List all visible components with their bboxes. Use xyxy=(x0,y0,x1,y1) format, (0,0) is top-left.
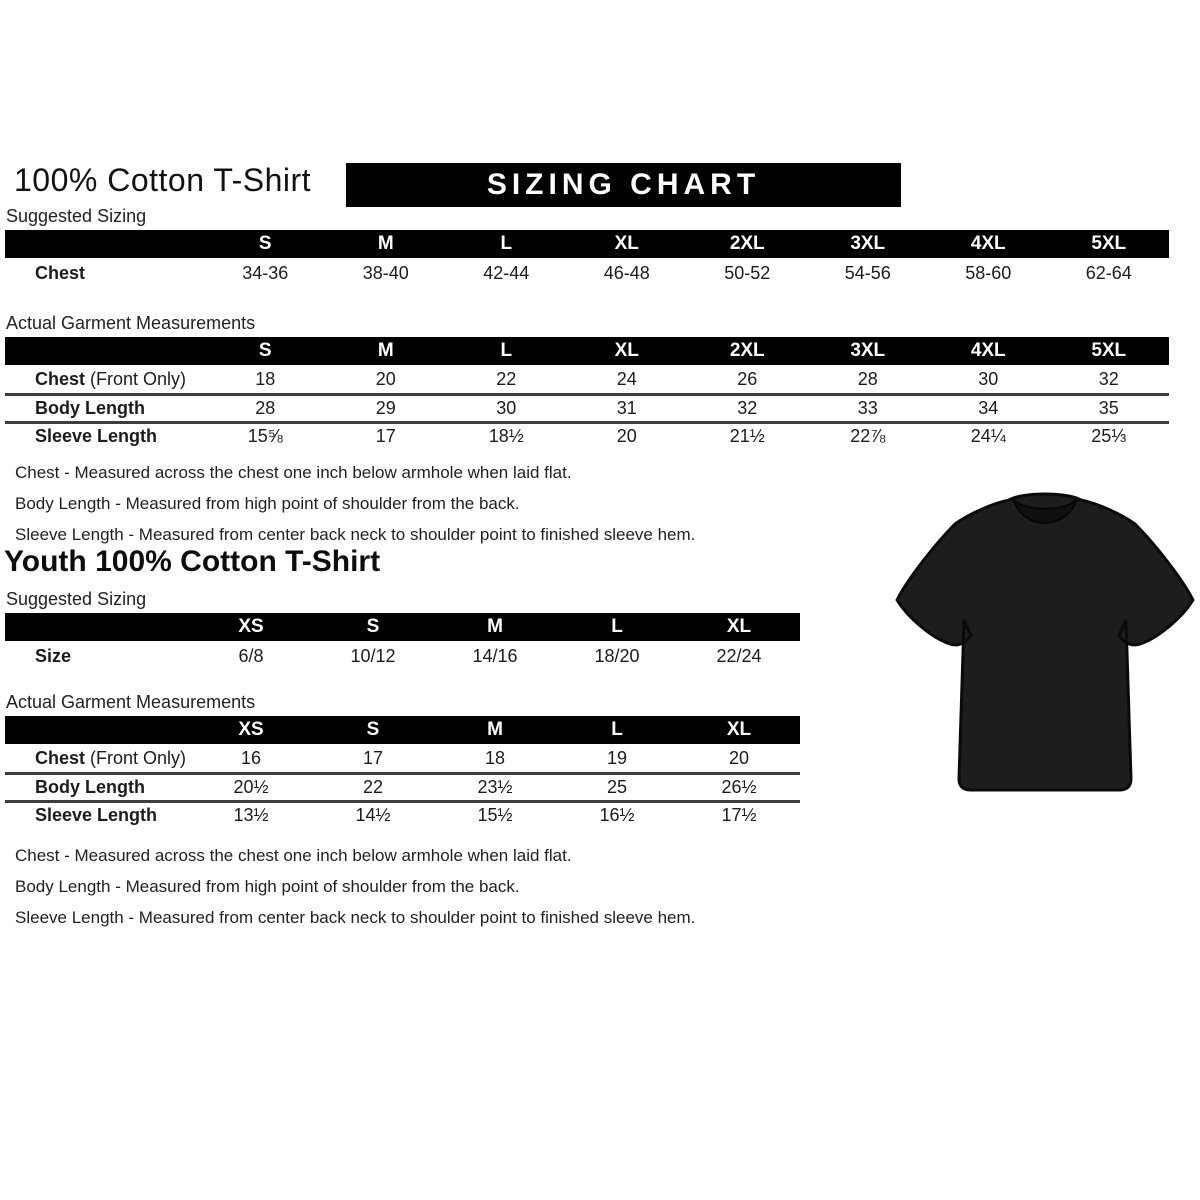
column-header: XL xyxy=(726,616,752,637)
column-header: M xyxy=(487,719,503,740)
table-row xyxy=(5,800,800,828)
column-header: L xyxy=(500,233,513,254)
note-line: Sleeve Length - Measured from center back neck to shoulder point to finished sleeve hem. xyxy=(15,525,696,544)
size-value-cell: 17 xyxy=(375,426,396,446)
youth-suggested-table xyxy=(5,613,800,672)
column-header: XS xyxy=(238,616,264,637)
size-value-cell: 38-40 xyxy=(362,263,409,283)
size-value-cell: 16½ xyxy=(599,805,635,825)
column-header: 2XL xyxy=(729,233,765,254)
column-header: 2XL xyxy=(729,340,765,361)
column-header: XS xyxy=(238,719,264,740)
size-value-cell: 33 xyxy=(857,398,878,418)
size-value-cell: 42-44 xyxy=(483,263,530,283)
column-header: 5XL xyxy=(1091,233,1127,254)
row-label: Body Length xyxy=(35,777,145,797)
size-value-cell: 54-56 xyxy=(844,263,891,283)
tshirt-icon xyxy=(891,484,1197,808)
row-label: Chest (Front Only) xyxy=(35,747,187,768)
size-value-cell: 14½ xyxy=(355,805,391,825)
size-value-cell: 18/20 xyxy=(594,646,640,666)
column-header: M xyxy=(487,616,503,637)
table-row xyxy=(5,258,1169,289)
note-line: Chest - Measured across the chest one inch below armhole when laid flat. xyxy=(15,846,572,865)
size-value-cell: 28 xyxy=(857,368,878,389)
note-line: Chest - Measured across the chest one inch below armhole when laid flat. xyxy=(15,463,572,482)
black-tshirt-image xyxy=(891,484,1197,808)
table-row xyxy=(5,393,1169,421)
size-value-cell: 32 xyxy=(1098,368,1119,389)
youth-actual-label: Actual Garment Measurements xyxy=(6,692,800,719)
table-row xyxy=(5,365,1169,393)
size-value-cell: 34-36 xyxy=(242,263,289,283)
column-header: M xyxy=(377,233,394,254)
size-value-cell: 32 xyxy=(737,398,758,418)
size-value-cell: 23½ xyxy=(477,777,513,797)
size-value-cell: 17 xyxy=(362,747,384,768)
adult-actual-label: Actual Garment Measurements xyxy=(6,313,1169,340)
youth-actual-table xyxy=(5,716,800,828)
row-label: Sleeve Length xyxy=(35,426,158,446)
column-header: 5XL xyxy=(1091,340,1127,361)
column-header: XL xyxy=(726,719,752,740)
column-header: L xyxy=(500,340,513,361)
size-value-cell: 6/8 xyxy=(238,646,264,666)
column-header: 3XL xyxy=(850,340,886,361)
table-row xyxy=(5,744,800,772)
size-value-cell: 13½ xyxy=(233,805,269,825)
note-line: Body Length - Measured from high point of shoulder from the back. xyxy=(15,494,520,513)
column-header: S xyxy=(258,233,272,254)
size-value-cell: 18 xyxy=(255,368,276,389)
size-value-cell: 34 xyxy=(978,398,999,418)
adult-actual-table xyxy=(5,337,1169,449)
page-title: 100% Cotton T-Shirt xyxy=(14,162,312,198)
column-header: S xyxy=(366,616,380,637)
size-value-cell: 25 xyxy=(606,777,628,797)
note-line: Body Length - Measured from high point of shoulder from the back. xyxy=(15,877,520,896)
size-value-cell: 26½ xyxy=(721,777,757,797)
column-header: 4XL xyxy=(970,340,1006,361)
size-value-cell: 58-60 xyxy=(965,263,1012,283)
column-header: M xyxy=(377,340,394,361)
column-header: L xyxy=(611,616,623,637)
row-label: Sleeve Length xyxy=(35,805,158,825)
size-value-cell: 24 xyxy=(616,368,637,389)
size-value-cell: 35 xyxy=(1098,398,1119,418)
column-header: S xyxy=(366,719,380,740)
note-line: Sleeve Length - Measured from center back neck to shoulder point to finished sleeve hem. xyxy=(15,908,696,927)
adult-actual-header-row xyxy=(5,337,1169,365)
size-value-cell: 17½ xyxy=(721,805,757,825)
youth-actual-header-row xyxy=(5,716,800,744)
youth-suggested-label: Suggested Sizing xyxy=(6,589,800,616)
size-value-cell: 16 xyxy=(240,747,262,768)
size-value-cell: 22 xyxy=(496,368,517,389)
adult-suggested-header-row xyxy=(5,230,1169,258)
size-value-cell: 20½ xyxy=(233,777,269,797)
column-header: XL xyxy=(614,340,639,361)
size-value-cell: 21½ xyxy=(729,426,765,446)
size-value-cell: 30 xyxy=(978,368,999,389)
size-value-cell: 15⅝ xyxy=(247,426,283,446)
size-value-cell: 29 xyxy=(375,398,396,418)
row-label: Chest xyxy=(35,263,86,283)
size-value-cell: 25⅓ xyxy=(1091,426,1127,446)
adult-suggested-label: Suggested Sizing xyxy=(6,206,1169,233)
column-header: XL xyxy=(614,233,639,254)
size-value-cell: 10/12 xyxy=(350,646,396,666)
column-header: S xyxy=(258,340,272,361)
adult-measurement-notes xyxy=(15,457,695,550)
column-header: L xyxy=(611,719,623,740)
column-header: 4XL xyxy=(970,233,1006,254)
size-value-cell: 20 xyxy=(375,368,396,389)
size-value-cell: 20 xyxy=(728,747,750,768)
adult-suggested-table xyxy=(5,230,1169,289)
size-value-cell: 30 xyxy=(496,398,517,418)
youth-title: Youth 100% Cotton T-Shirt xyxy=(4,545,381,578)
size-value-cell: 46-48 xyxy=(603,263,650,283)
size-value-cell: 50-52 xyxy=(724,263,771,283)
size-value-cell: 28 xyxy=(255,398,276,418)
youth-suggested-header-row xyxy=(5,613,800,641)
table-row xyxy=(5,772,800,800)
size-value-cell: 22/24 xyxy=(716,646,762,666)
size-value-cell: 19 xyxy=(606,747,628,768)
table-row xyxy=(5,421,1169,449)
youth-measurement-notes xyxy=(15,840,695,933)
size-value-cell: 26 xyxy=(737,368,758,389)
size-value-cell: 24¼ xyxy=(970,426,1006,446)
row-label: Size xyxy=(35,646,72,666)
size-value-cell: 18½ xyxy=(488,426,524,446)
size-value-cell: 31 xyxy=(616,398,637,418)
row-label: Chest (Front Only) xyxy=(35,368,187,389)
size-value-cell: 14/16 xyxy=(472,646,518,666)
size-value-cell: 18 xyxy=(484,747,506,768)
size-value-cell: 22 xyxy=(362,777,384,797)
size-value-cell: 22⅞ xyxy=(850,426,886,446)
size-value-cell: 15½ xyxy=(477,805,513,825)
size-value-cell: 20 xyxy=(616,426,637,446)
sizing-chart-banner: SIZING CHART xyxy=(346,163,901,207)
table-row xyxy=(5,641,800,672)
column-header: 3XL xyxy=(850,233,886,254)
row-label: Body Length xyxy=(35,398,145,418)
size-value-cell: 62-64 xyxy=(1085,263,1132,283)
